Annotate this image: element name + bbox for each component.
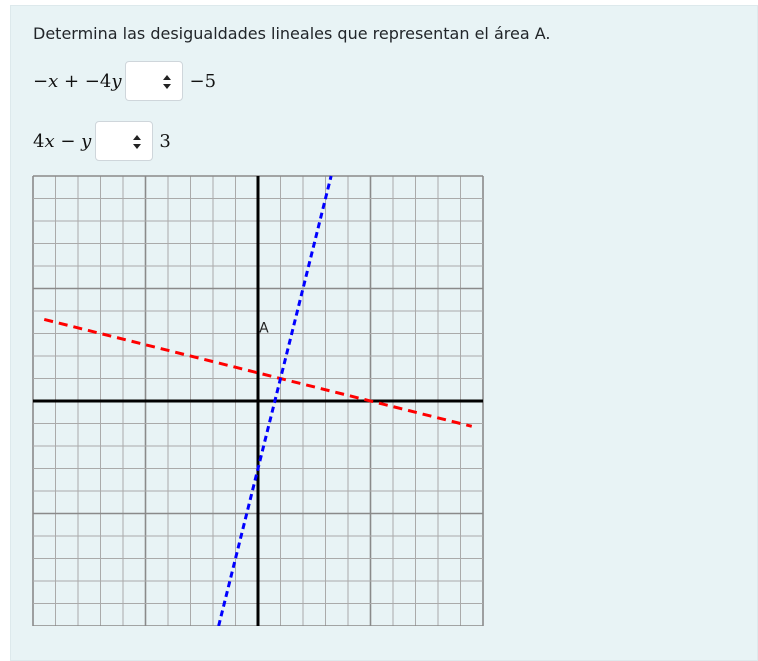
inequality-1-lhs: −x + −4y	[33, 70, 122, 92]
area-a-label: A	[259, 320, 269, 337]
inequality-2-rhs: 3	[159, 130, 171, 152]
inequality-1-operator-select[interactable]	[125, 61, 183, 101]
inequality-2-operator-select[interactable]	[95, 121, 153, 161]
question-prompt: Determina las desigualdades lineales que representan el área A.	[33, 24, 551, 43]
inequality-2	[33, 121, 171, 161]
inequality-1	[33, 61, 216, 101]
inequality-1-rhs: −5	[189, 70, 217, 92]
up-down-arrows-icon	[162, 74, 172, 90]
up-down-arrows-icon	[132, 134, 142, 150]
inequality-2-lhs: 4x − y	[33, 130, 92, 152]
coordinate-graph	[31, 171, 486, 626]
question-panel	[10, 5, 758, 661]
